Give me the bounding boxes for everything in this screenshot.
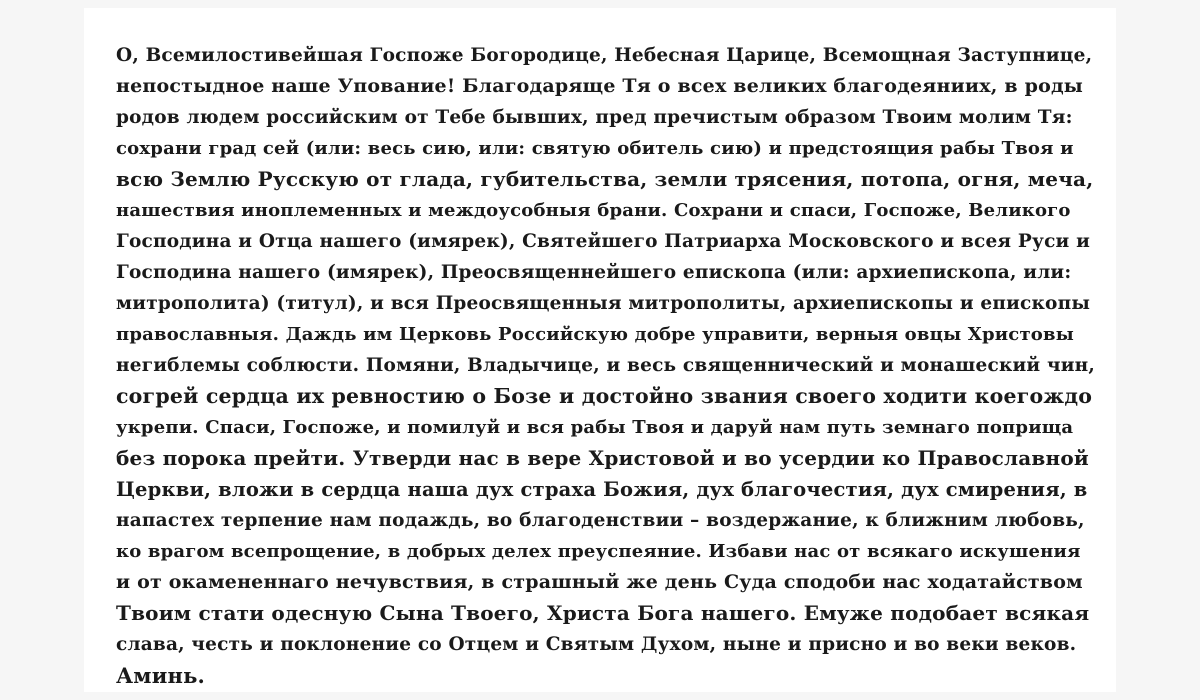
text-line: Господина и Отца нашего (имярек), Святейшего Патриарха Московского и всея Руси и <box>116 231 1091 252</box>
text-line: родов людем российским от Тебе бывших, пред пречистым образом Твоим молим Тя: <box>116 107 1073 128</box>
text-line: и от окамененнаго нечувствия, в страшный же день Суда сподоби нас ходатайством <box>116 571 1083 593</box>
text-line: Аминь. <box>116 663 206 688</box>
text-line: негиблемы соблюсти. Помяни, Владычице, и весь священнический и монашеский чин, <box>116 355 1096 376</box>
prayer-text <box>116 40 1096 691</box>
text-line: всю Землю Русскую от глада, губительства, земли трясения, потопа, огня, меча, <box>116 167 1094 191</box>
text-line: Твоим стати одесную Сына Твоего, Христа Бога нашего. Емуже подобает всякая <box>116 601 1090 625</box>
text-line: укрепи. Спаси, Госпоже, и помилуй и вся рабы Твоя и даруй нам путь земнаго поприща <box>116 417 1074 438</box>
text-line: напастех терпение нам подаждь, во благоденствии – воздержание, к ближним любовь, <box>116 510 1085 531</box>
text-line: нашествия иноплеменных и междоусобныя брани. Сохрани и спаси, Госпоже, Великого <box>116 200 1071 221</box>
text-line: согрей сердца их ревностию о Бозе и достойно звания своего ходити коегождо <box>116 384 1093 408</box>
text-line: О, Всемилостивейшая Госпоже Богородице, Небесная Царице, Всемощная Заступнице, <box>116 45 1093 66</box>
document-page <box>84 8 1116 692</box>
text-line: ко врагом всепрощение, в добрых делех преуспеяние. Избави нас от всякаго искушения <box>116 541 1081 562</box>
text-line: непостыдное наше Упование! Благодаряще Тя о всех великих благодеяниих, в роды <box>116 75 1084 97</box>
text-line: без порока прейти. Утверди нас в вере Христовой и во усердии ко Православной <box>116 446 1089 470</box>
text-line: слава, честь и поклонение со Отцем и Святым Духом, ныне и присно и во веки веков. <box>116 634 1077 655</box>
text-line: митрополита) (титул), и вся Преосвященныя митрополиты, архиепископы и епископы <box>116 293 1091 314</box>
text-line: Господина нашего (имярек), Преосвященнейшего епископа (или: архиепископа, или: <box>116 262 1072 283</box>
text-line: Церкви, вложи в сердца наша дух страха Божия, дух благочестия, дух смирения, в <box>116 478 1088 501</box>
text-line: православныя. Даждь им Церковь Российскую добре управити, верныя овцы Христовы <box>116 324 1074 345</box>
text-line: сохрани град сей (или: весь сию, или: святую обитель сию) и предстоящия рабы Твоя и <box>116 138 1074 159</box>
